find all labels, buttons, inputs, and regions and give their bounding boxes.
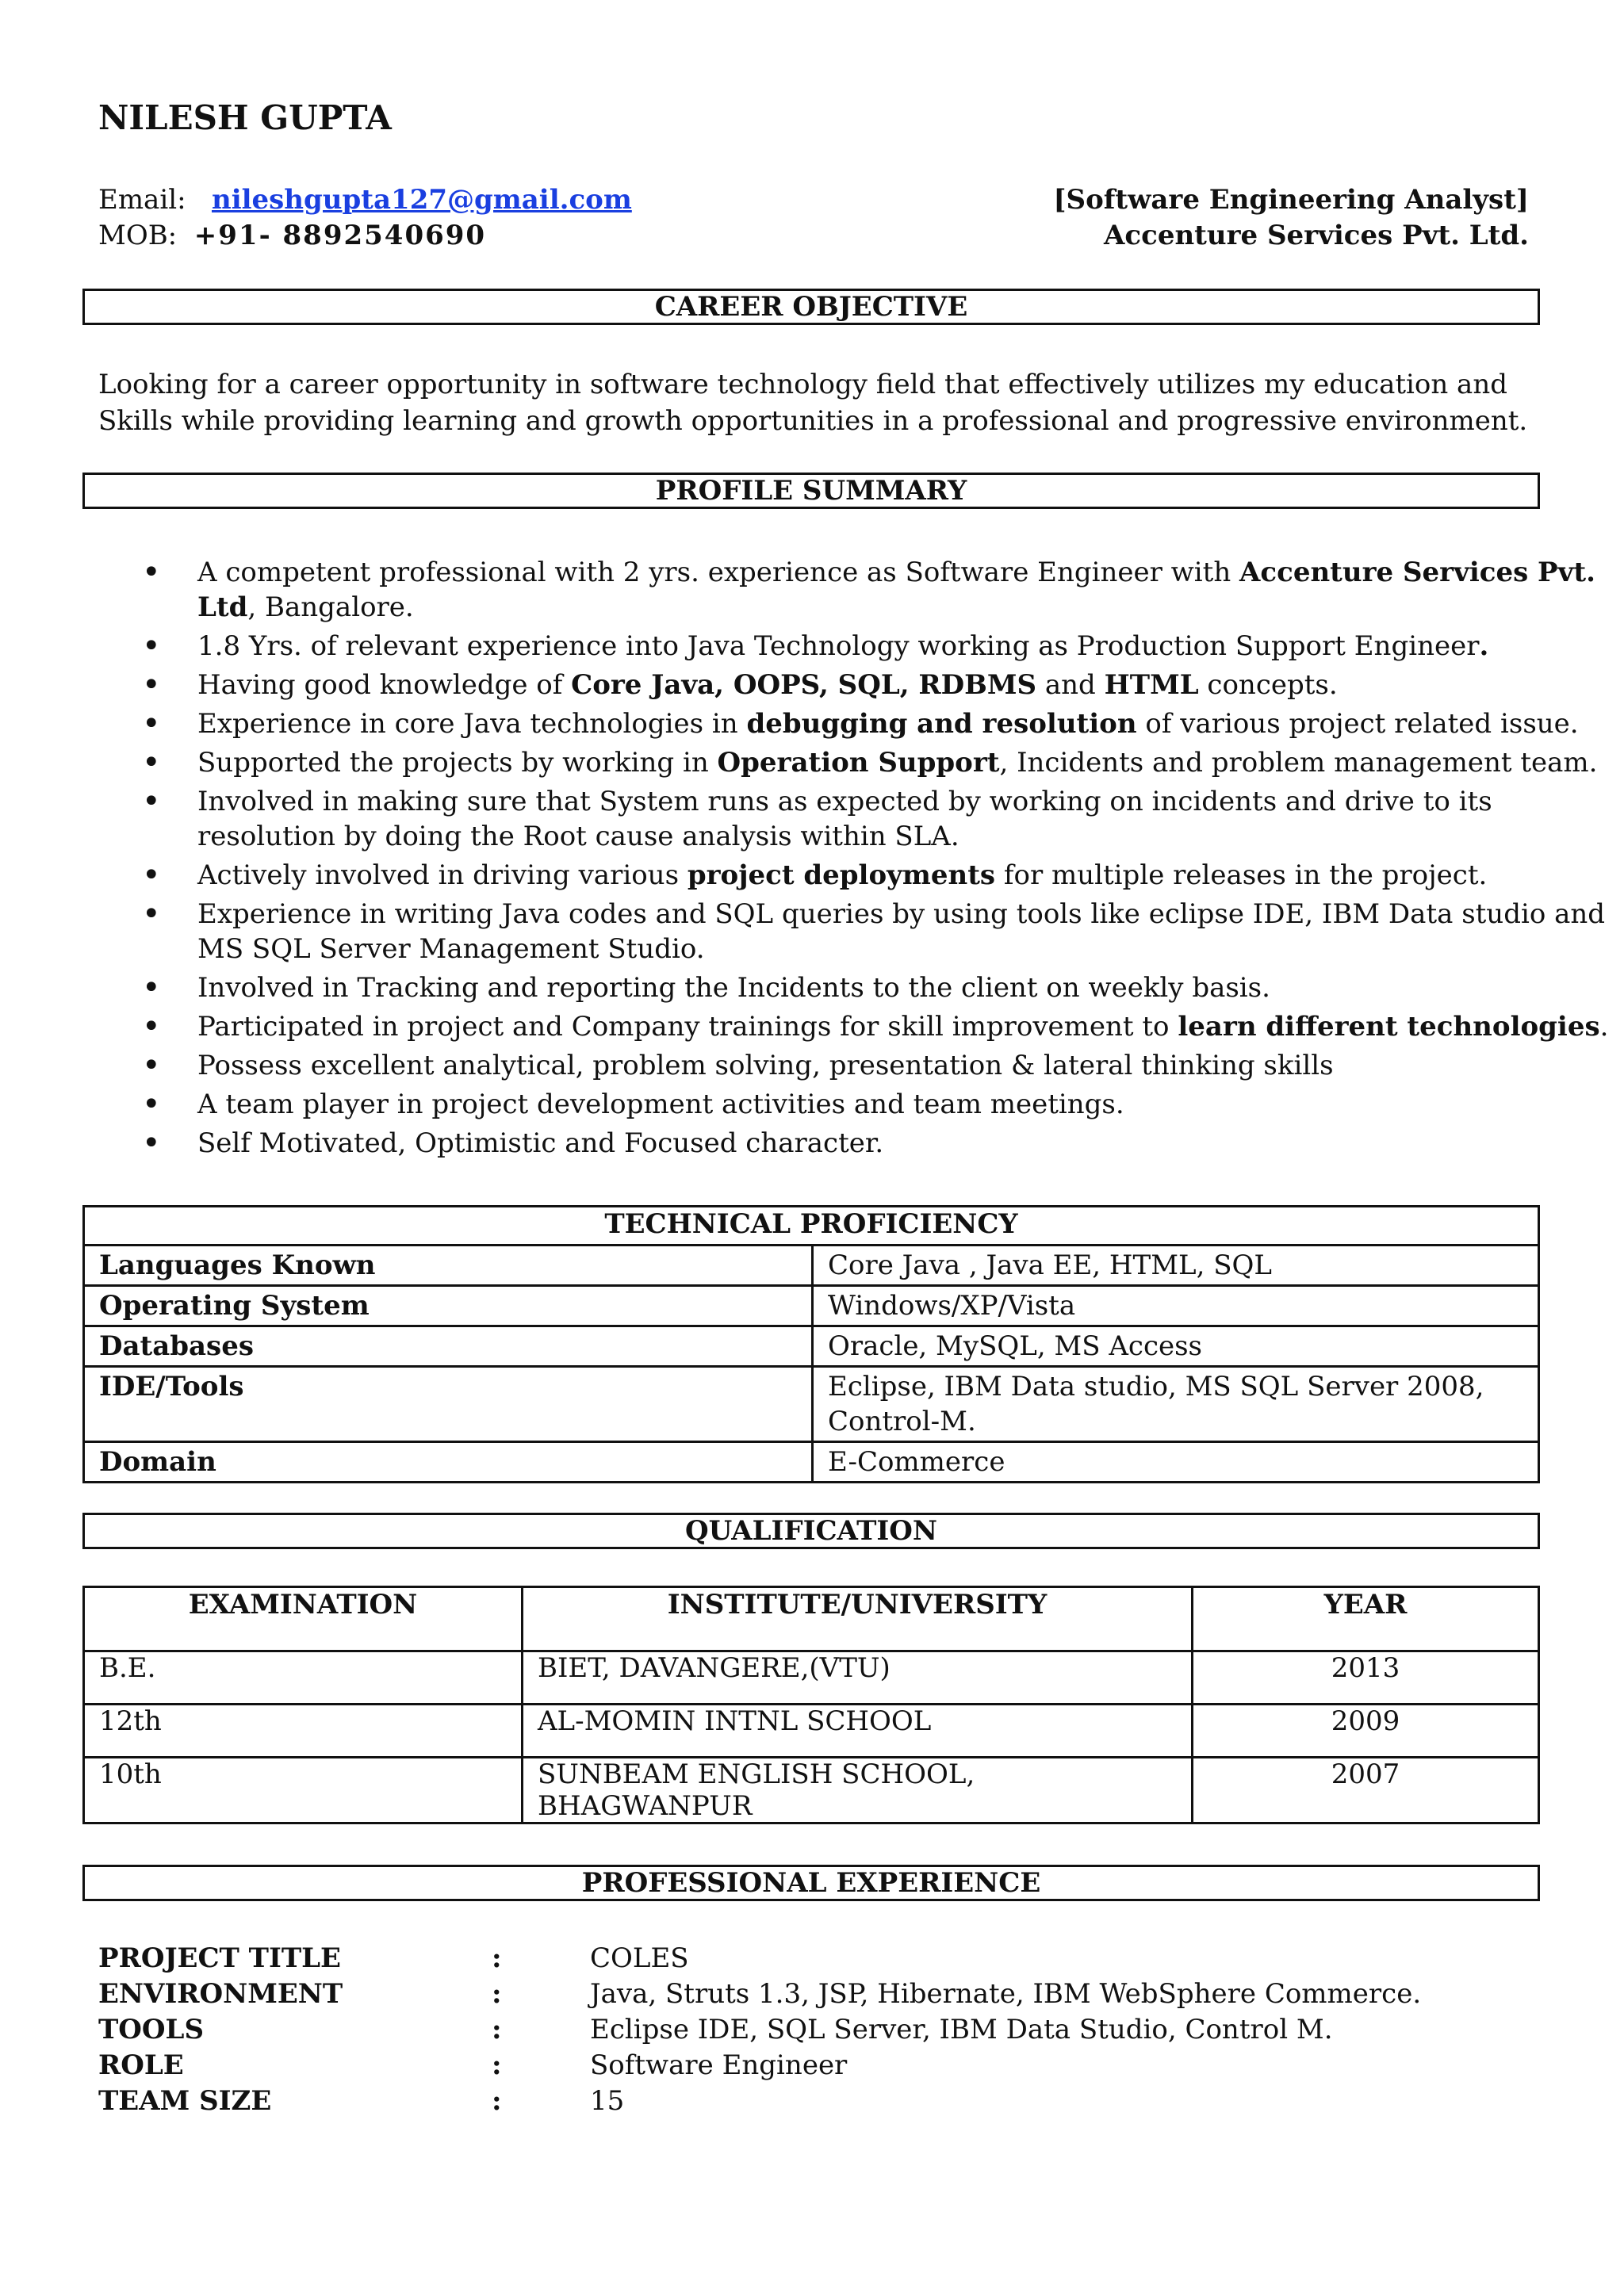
list-item: • Involved in Tracking and reporting the Incidents to the client on weekly basis. bbox=[197, 970, 1624, 1005]
profile-summary-list bbox=[98, 555, 1624, 1165]
detail-separator: : bbox=[492, 2049, 502, 2081]
list-item: • Experience in writing Java codes and SQL queries by using tools like eclipse IDE, IBM Data studio and MS SQL Server Management Studio. bbox=[197, 897, 1624, 966]
list-item: • Participated in project and Company trainings for skill improvement to learn different technologies. bbox=[197, 1009, 1624, 1044]
column-header: YEAR bbox=[1193, 1587, 1539, 1651]
table-row bbox=[84, 1651, 1539, 1705]
detail-key: PROJECT TITLE bbox=[98, 1942, 341, 1974]
exam-cell: 10th bbox=[84, 1758, 523, 1823]
tech-key: Languages Known bbox=[84, 1246, 813, 1286]
tech-key: Databases bbox=[84, 1326, 813, 1367]
detail-value: COLES bbox=[590, 1942, 689, 1974]
tech-key: IDE/Tools bbox=[84, 1367, 813, 1442]
mobile-number: +91- 8892540690 bbox=[193, 220, 487, 251]
tech-value: Oracle, MySQL, MS Access bbox=[813, 1326, 1539, 1367]
career-objective-heading: CAREER OBJECTIVE bbox=[82, 289, 1540, 325]
table-row bbox=[84, 1705, 1539, 1758]
column-header: INSTITUTE/UNIVERSITY bbox=[523, 1587, 1193, 1651]
qualification-table bbox=[82, 1586, 1540, 1824]
list-item: • Having good knowledge of Core Java, OOPS, SQL, RDBMS and HTML concepts. bbox=[197, 668, 1624, 702]
tech-value: E-Commerce bbox=[813, 1442, 1539, 1483]
detail-key: TEAM SIZE bbox=[98, 2085, 272, 2117]
list-item: • Possess excellent analytical, problem solving, presentation & lateral thinking skills bbox=[197, 1048, 1624, 1083]
table-row bbox=[84, 1246, 1539, 1286]
job-title: [Software Engineering Analyst] bbox=[1053, 184, 1529, 216]
career-objective-text bbox=[98, 366, 1542, 439]
email-line bbox=[98, 184, 632, 216]
institute-cell: SUNBEAM ENGLISH SCHOOL, BHAGWANPUR bbox=[523, 1758, 1193, 1823]
professional-experience-heading: PROFESSIONAL EXPERIENCE bbox=[82, 1865, 1540, 1901]
year-cell: 2007 bbox=[1193, 1758, 1539, 1823]
exam-cell: B.E. bbox=[84, 1651, 523, 1705]
detail-value: Eclipse IDE, SQL Server, IBM Data Studio, Control M. bbox=[590, 2014, 1333, 2045]
email-link[interactable]: nileshgupta127@gmail.com bbox=[211, 184, 632, 216]
email-label: Email: bbox=[98, 184, 186, 216]
detail-value: Java, Struts 1.3, JSP, Hibernate, IBM WebSphere Commerce. bbox=[590, 1978, 1422, 2010]
list-item: • Experience in core Java technologies in debugging and resolution of various project related issue. bbox=[197, 706, 1624, 741]
column-header: EXAMINATION bbox=[84, 1587, 523, 1651]
detail-value: 15 bbox=[590, 2085, 625, 2117]
table-row bbox=[84, 1326, 1539, 1367]
company-name: Accenture Services Pvt. Ltd. bbox=[1104, 220, 1529, 251]
detail-separator: : bbox=[492, 1978, 502, 2010]
tech-value: Core Java , Java EE, HTML, SQL bbox=[813, 1246, 1539, 1286]
list-item: • Involved in making sure that System runs as expected by working on incidents and drive to its resolution by doing the Root cause analysis within SLA. bbox=[197, 784, 1624, 854]
table-row bbox=[84, 1442, 1539, 1483]
detail-separator: : bbox=[492, 1942, 502, 1974]
qualification-heading: QUALIFICATION bbox=[82, 1513, 1540, 1549]
list-item: • A team player in project development activities and team meetings. bbox=[197, 1087, 1624, 1122]
list-item: • A competent professional with 2 yrs. experience as Software Engineer with Accenture Services Pvt. Ltd, Bangalore. bbox=[197, 555, 1624, 625]
mobile-label: MOB: bbox=[98, 220, 178, 251]
institute-cell: AL-MOMIN INTNL SCHOOL bbox=[523, 1705, 1193, 1758]
candidate-name: NILESH GUPTA bbox=[98, 98, 392, 137]
technical-proficiency-table bbox=[82, 1205, 1540, 1483]
list-item: • Actively involved in driving various project deployments for multiple releases in the project. bbox=[197, 858, 1624, 893]
technical-proficiency-heading: TECHNICAL PROFICIENCY bbox=[84, 1207, 1539, 1246]
profile-summary-heading: PROFILE SUMMARY bbox=[82, 473, 1540, 509]
tech-value: Windows/XP/Vista bbox=[813, 1286, 1539, 1326]
tech-key: Domain bbox=[84, 1442, 813, 1483]
detail-separator: : bbox=[492, 2014, 502, 2045]
detail-separator: : bbox=[492, 2085, 502, 2117]
table-row bbox=[84, 1758, 1539, 1823]
table-header-row bbox=[84, 1587, 1539, 1651]
year-cell: 2013 bbox=[1193, 1651, 1539, 1705]
detail-key: TOOLS bbox=[98, 2014, 204, 2045]
list-item: • Self Motivated, Optimistic and Focused character. bbox=[197, 1126, 1624, 1161]
tech-key: Operating System bbox=[84, 1286, 813, 1326]
career-objective-line: Looking for a career opportunity in software technology field that effectively utilizes my education and bbox=[98, 369, 1507, 400]
institute-cell: BIET, DAVANGERE,(VTU) bbox=[523, 1651, 1193, 1705]
list-item: • Supported the projects by working in Operation Support, Incidents and problem management team. bbox=[197, 745, 1624, 780]
detail-key: ENVIRONMENT bbox=[98, 1978, 343, 2010]
exam-cell: 12th bbox=[84, 1705, 523, 1758]
table-row bbox=[84, 1286, 1539, 1326]
tech-value: Eclipse, IBM Data studio, MS SQL Server 2008, Control-M. bbox=[813, 1367, 1539, 1442]
year-cell: 2009 bbox=[1193, 1705, 1539, 1758]
career-objective-line: Skills while providing learning and growth opportunities in a professional and progressive environment. bbox=[98, 405, 1528, 437]
list-item: • 1.8 Yrs. of relevant experience into Java Technology working as Production Support Engineer. bbox=[197, 629, 1624, 664]
detail-value: Software Engineer bbox=[590, 2049, 848, 2081]
detail-key: ROLE bbox=[98, 2049, 184, 2081]
table-row bbox=[84, 1367, 1539, 1442]
mobile-line bbox=[98, 220, 486, 252]
